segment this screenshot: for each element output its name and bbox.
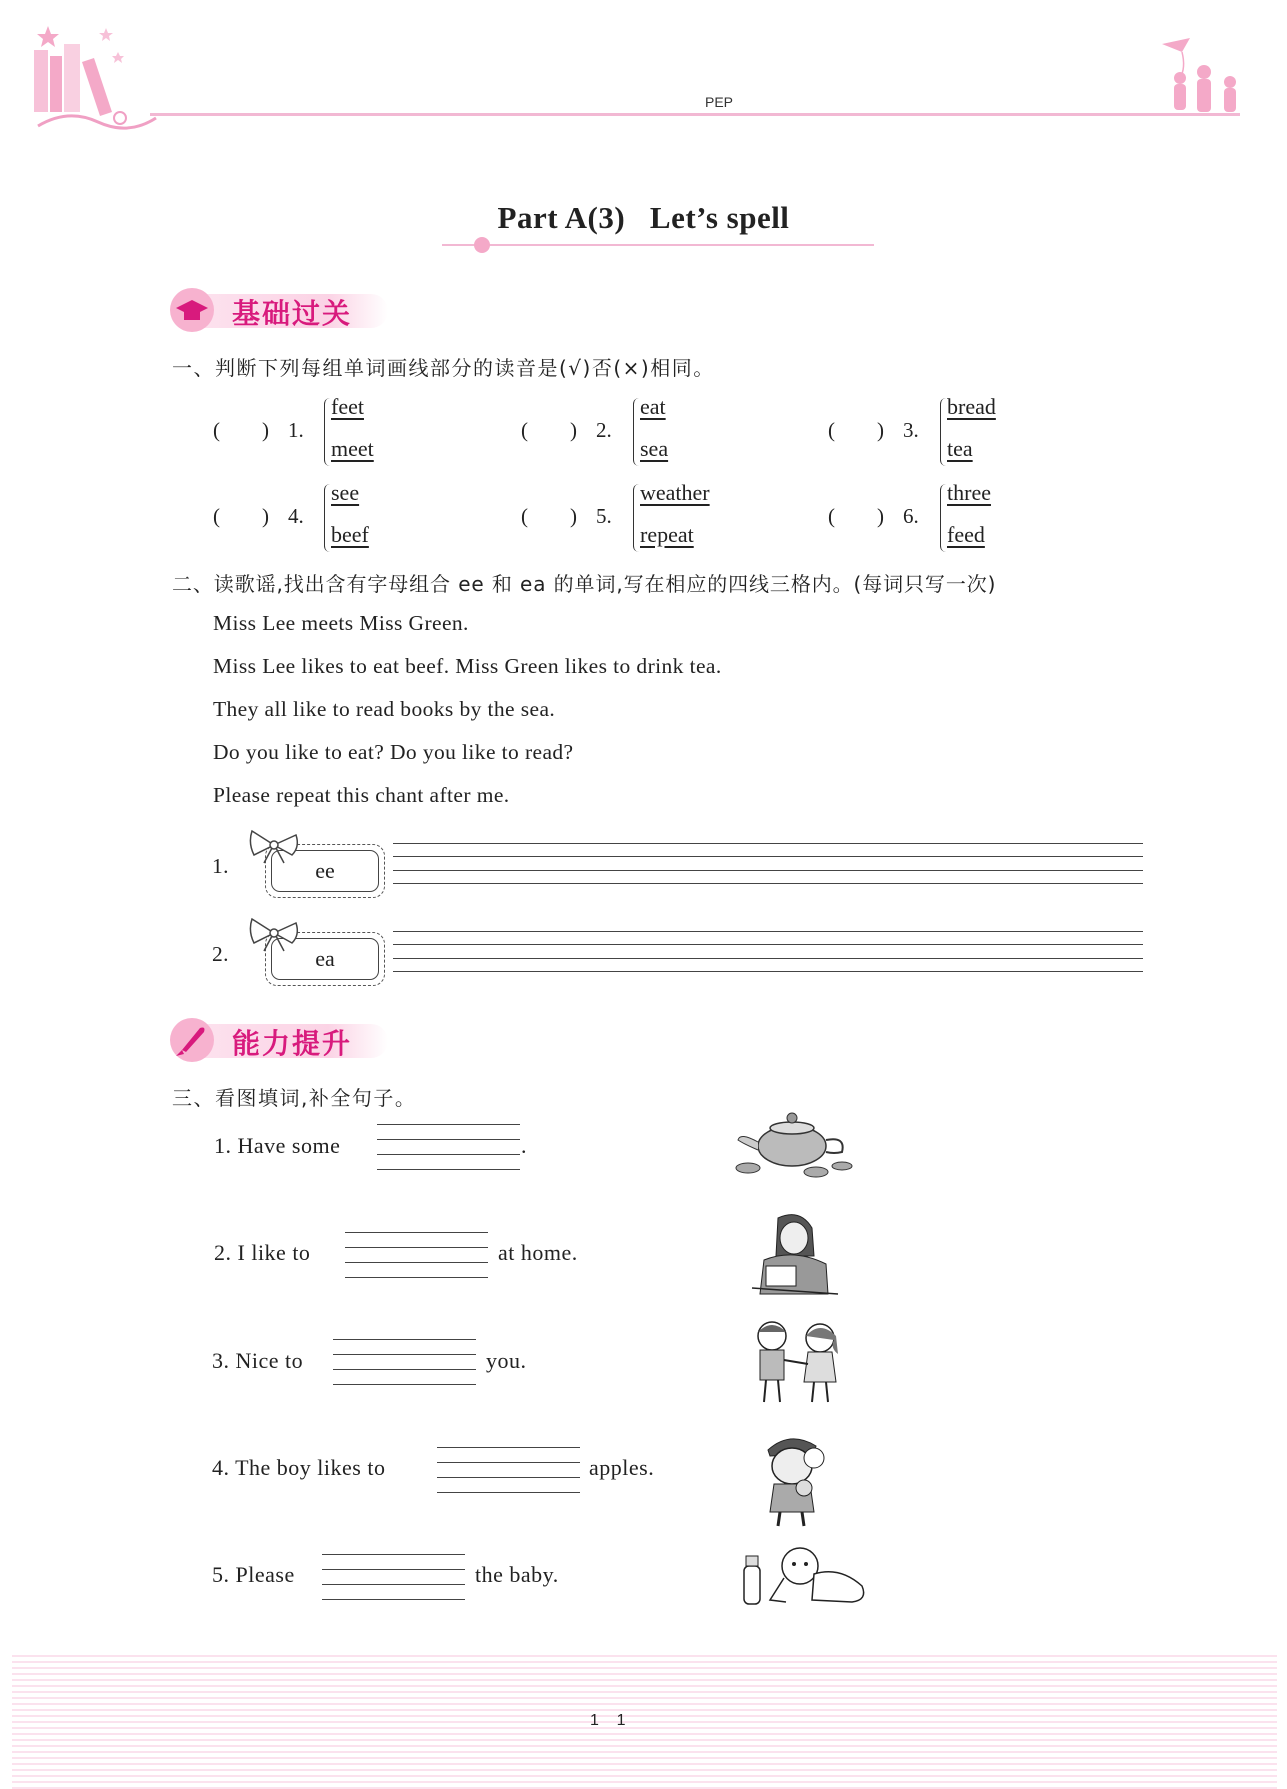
sentence-after: .	[521, 1133, 527, 1158]
title-dot	[474, 237, 490, 253]
title-underline	[442, 244, 874, 246]
judge-item	[828, 480, 1128, 560]
word-b: repeat	[640, 522, 694, 547]
section-title-advanced: 能力提升	[232, 1027, 353, 1060]
answer-paren[interactable]: ( )	[828, 418, 884, 442]
sentence-before: 1. Have some	[214, 1133, 341, 1158]
kids-meeting-icon	[750, 1318, 846, 1404]
section-banner-basic	[170, 286, 400, 334]
judge-item	[521, 480, 821, 560]
answer-blank[interactable]	[377, 1124, 520, 1170]
answer-paren[interactable]: ( )	[521, 418, 577, 442]
bow-icon	[246, 825, 302, 865]
word-b: sea	[640, 436, 669, 461]
word-b: meet	[331, 436, 374, 461]
word-a: three	[947, 480, 991, 505]
answer-paren[interactable]: ( )	[213, 504, 269, 528]
word-a: feet	[331, 394, 364, 419]
item-number: 1.	[288, 418, 304, 442]
sentence-before: 5. Please	[212, 1562, 295, 1587]
footer-band	[12, 1655, 1277, 1789]
item-number: 2.	[596, 418, 612, 442]
chant-line: Miss Lee meets Miss Green.	[213, 611, 469, 635]
part1-instruction: 一、判断下列每组单词画线部分的读音是(√)否(×)相同。	[172, 356, 715, 380]
word-b: tea	[947, 436, 973, 461]
sentence-before: 4. The boy likes to	[212, 1455, 386, 1480]
word-b: feed	[947, 522, 985, 547]
word-b: beef	[331, 522, 369, 547]
judge-item	[828, 394, 1128, 474]
judge-item	[213, 480, 513, 560]
letter-tag-ee	[265, 844, 385, 898]
rocket-icon	[170, 1018, 214, 1062]
answer-paren[interactable]: ( )	[521, 504, 577, 528]
section-banner-advanced	[170, 1016, 400, 1064]
writing-lines-ea[interactable]	[393, 931, 1143, 971]
section-title-basic: 基础过关	[232, 297, 353, 330]
answer-blank[interactable]	[333, 1339, 476, 1385]
header-decoration-right	[1160, 38, 1250, 120]
header-decoration-left	[28, 18, 158, 133]
item-number: 5.	[596, 504, 612, 528]
answer-blank[interactable]	[322, 1554, 465, 1600]
word-a: eat	[640, 394, 666, 419]
graduation-cap-icon	[170, 288, 214, 332]
page-title: Part A(3) Let’s spell	[497, 200, 790, 235]
judge-item	[213, 394, 513, 474]
chant-line: They all like to read books by the sea.	[213, 697, 556, 721]
sentence-after: at home.	[498, 1240, 578, 1265]
answer-paren[interactable]: ( )	[213, 418, 269, 442]
chant-line: Miss Lee likes to eat beef. Miss Green likes to drink tea.	[213, 654, 722, 678]
answer-blank[interactable]	[345, 1232, 488, 1278]
header-rule	[150, 113, 1240, 116]
writing-lines-ee[interactable]	[393, 843, 1143, 883]
boy-eating-icon	[760, 1432, 832, 1528]
word-a: weather	[640, 480, 710, 505]
chant-line: Do you like to eat? Do you like to read?	[213, 740, 574, 764]
item-number: 3.	[903, 418, 919, 442]
item-number: 4.	[288, 504, 304, 528]
letter-tag-ea	[265, 932, 385, 986]
sentence-after: the baby.	[475, 1562, 559, 1587]
sentence-after: apples.	[589, 1455, 655, 1480]
teapot-icon	[730, 1106, 855, 1178]
sentence-after: you.	[486, 1348, 527, 1373]
tag-label: ea	[315, 946, 335, 971]
sentence-before: 2. I like to	[214, 1240, 311, 1265]
header-label: PEP	[705, 94, 734, 110]
word-a: see	[331, 480, 360, 505]
word-a: bread	[947, 394, 996, 419]
part2-instruction: 二、读歌谣,找出含有字母组合 ee 和 ea 的单词,写在相应的四线三格内。(每词只写一次)	[172, 572, 997, 596]
bow-icon	[246, 913, 302, 953]
sentence-before: 3. Nice to	[212, 1348, 304, 1373]
judge-item	[521, 394, 821, 474]
baby-bottle-icon	[740, 1544, 872, 1610]
answer-blank[interactable]	[437, 1447, 580, 1493]
chant-line: Please repeat this chant after me.	[213, 783, 510, 807]
row-number: 1.	[212, 854, 229, 878]
page-number: 1 1	[590, 1712, 626, 1729]
tag-label: ee	[315, 858, 335, 883]
reading-girl-icon	[748, 1208, 840, 1296]
item-number: 6.	[903, 504, 919, 528]
answer-paren[interactable]: ( )	[828, 504, 884, 528]
row-number: 2.	[212, 942, 229, 966]
part3-instruction: 三、看图填词,补全句子。	[172, 1086, 417, 1110]
